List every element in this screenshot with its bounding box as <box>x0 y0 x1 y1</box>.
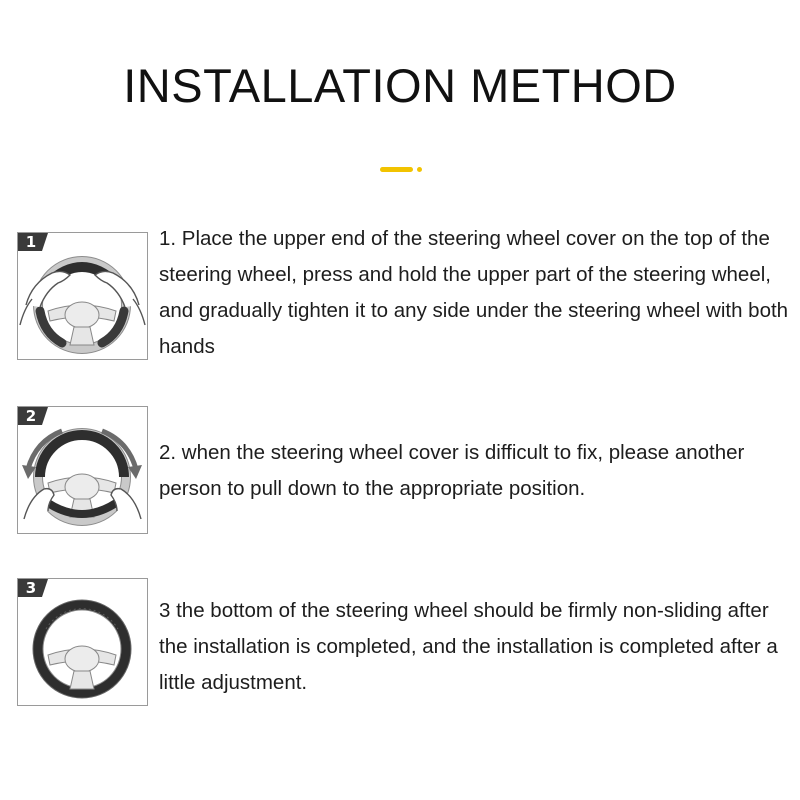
step-3-number: 3 <box>25 579 37 597</box>
step-2-text: 2. when the steering wheel cover is difficult to fix, please another person to pull down to the appropriate position. <box>159 441 745 500</box>
step-2-illustration <box>17 406 148 534</box>
step-3-badge <box>18 579 52 597</box>
step-1-badge <box>18 233 52 251</box>
step-1-number: 1 <box>25 233 37 251</box>
step-2-number: 2 <box>25 407 37 425</box>
title-accent-divider <box>380 167 430 172</box>
steering-wheel-finished-icon <box>18 579 147 705</box>
step-2-badge <box>18 407 52 425</box>
step-3-text: 3 the bottom of the steering wheel should be firmly non-sliding after the installation is completed, and the installation is completed after a little adjustment. <box>159 599 778 694</box>
page-title: INSTALLATION METHOD <box>123 59 677 112</box>
steering-wheel-install-icon <box>18 233 147 359</box>
accent-dot <box>417 167 422 172</box>
accent-dash <box>380 167 413 172</box>
steering-wheel-pull-icon <box>18 407 147 533</box>
step-1-illustration <box>17 232 148 360</box>
step-3-illustration <box>17 578 148 706</box>
step-1-text: 1. Place the upper end of the steering wheel cover on the top of the steering wheel, press and hold the upper part of the steering wheel, and gradually tighten it to any side under the steering wheel with both hands <box>159 227 789 358</box>
